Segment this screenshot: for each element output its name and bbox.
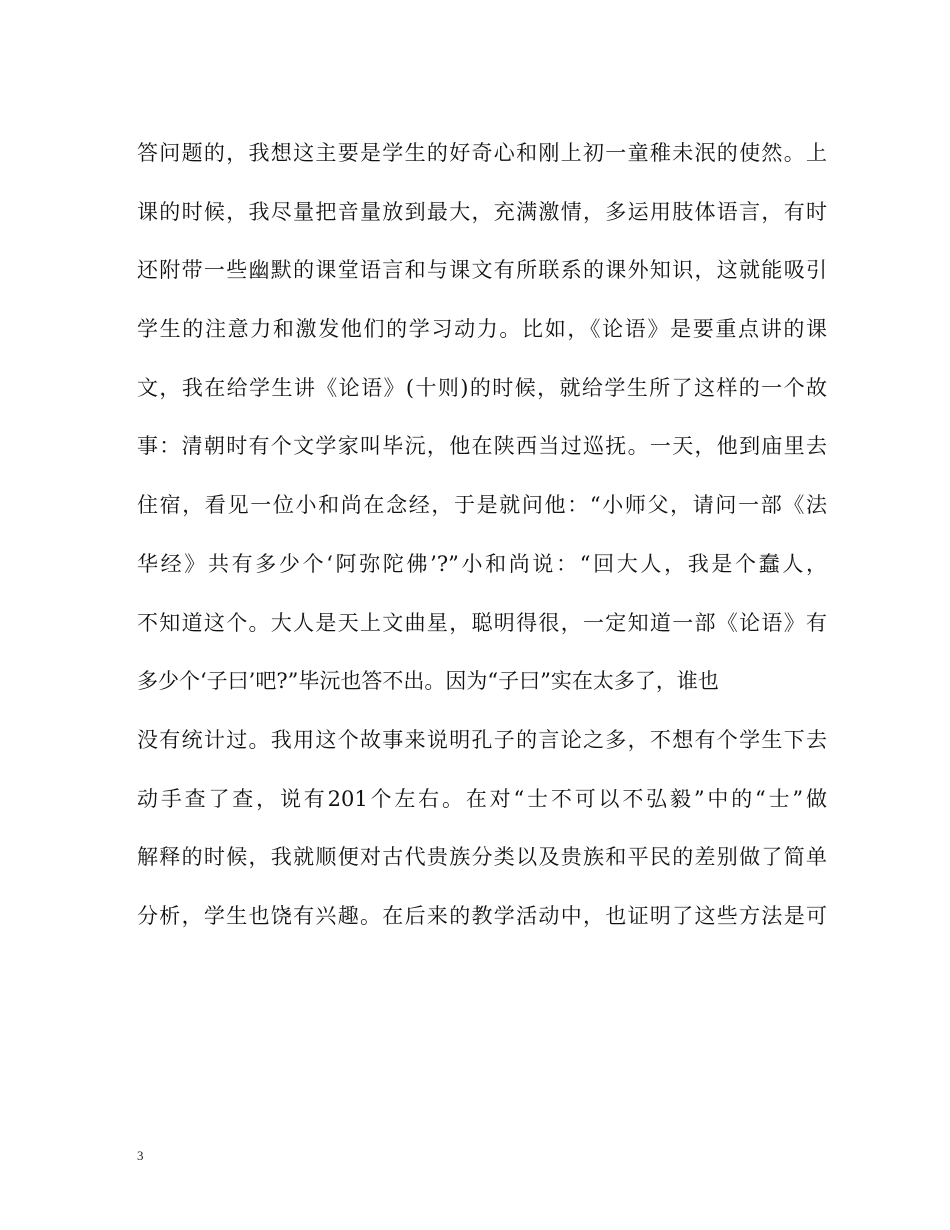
text-line-12: 动手查了查，说有201个左右。在对“士不可以不弘毅”中的“士”做	[137, 786, 827, 811]
body-text	[137, 124, 827, 946]
text-line-1: 答问题的，我想这主要是学生的好奇心和刚上初一童稚未泯的使然。上	[137, 141, 827, 165]
text-line-13: 解释的时候，我就顺便对古代贵族分类以及贵族和平民的差别做了简单	[137, 845, 827, 870]
text-line-4: 学生的注意力和激发他们的学习动力。比如，《论语》是要重点讲的课	[137, 317, 827, 342]
text-line-8: 华经》共有多少个‘阿弥陀佛’?”小和尚说：“回大人，我是个蠢人，	[137, 551, 827, 576]
text-line-10: 多少个‘子曰’吧?”毕沅也答不出。因为“子曰”实在太多了，谁也	[137, 669, 719, 694]
text-line-9: 不知道这个。大人是天上文曲星，聪明得很，一定知道一部《论语》有	[137, 610, 827, 635]
text-line-6: 事：清朝时有个文学家叫毕沅，他在陕西当过巡抚。一天，他到庙里去	[137, 434, 827, 459]
text-line-3: 还附带一些幽默的课堂语言和与课文有所联系的课外知识，这就能吸引	[137, 258, 827, 283]
text-line-11: 没有统计过。我用这个故事来说明孔子的言论之多，不想有个学生下去	[137, 727, 827, 752]
page-number: 3	[137, 1148, 144, 1163]
text-line-2: 课的时候，我尽量把音量放到最大，充满激情，多运用肢体语言，有时	[137, 199, 827, 224]
text-line-14: 分析，学生也饶有兴趣。在后来的教学活动中，也证明了这些方法是可	[137, 903, 827, 928]
text-line-5: 文，我在给学生讲《论语》(十则)的时候，就给学生所了这样的一个故	[137, 375, 827, 400]
text-line-7: 住宿，看见一位小和尚在念经，于是就问他：“小师父，请问一部《法	[137, 493, 827, 518]
